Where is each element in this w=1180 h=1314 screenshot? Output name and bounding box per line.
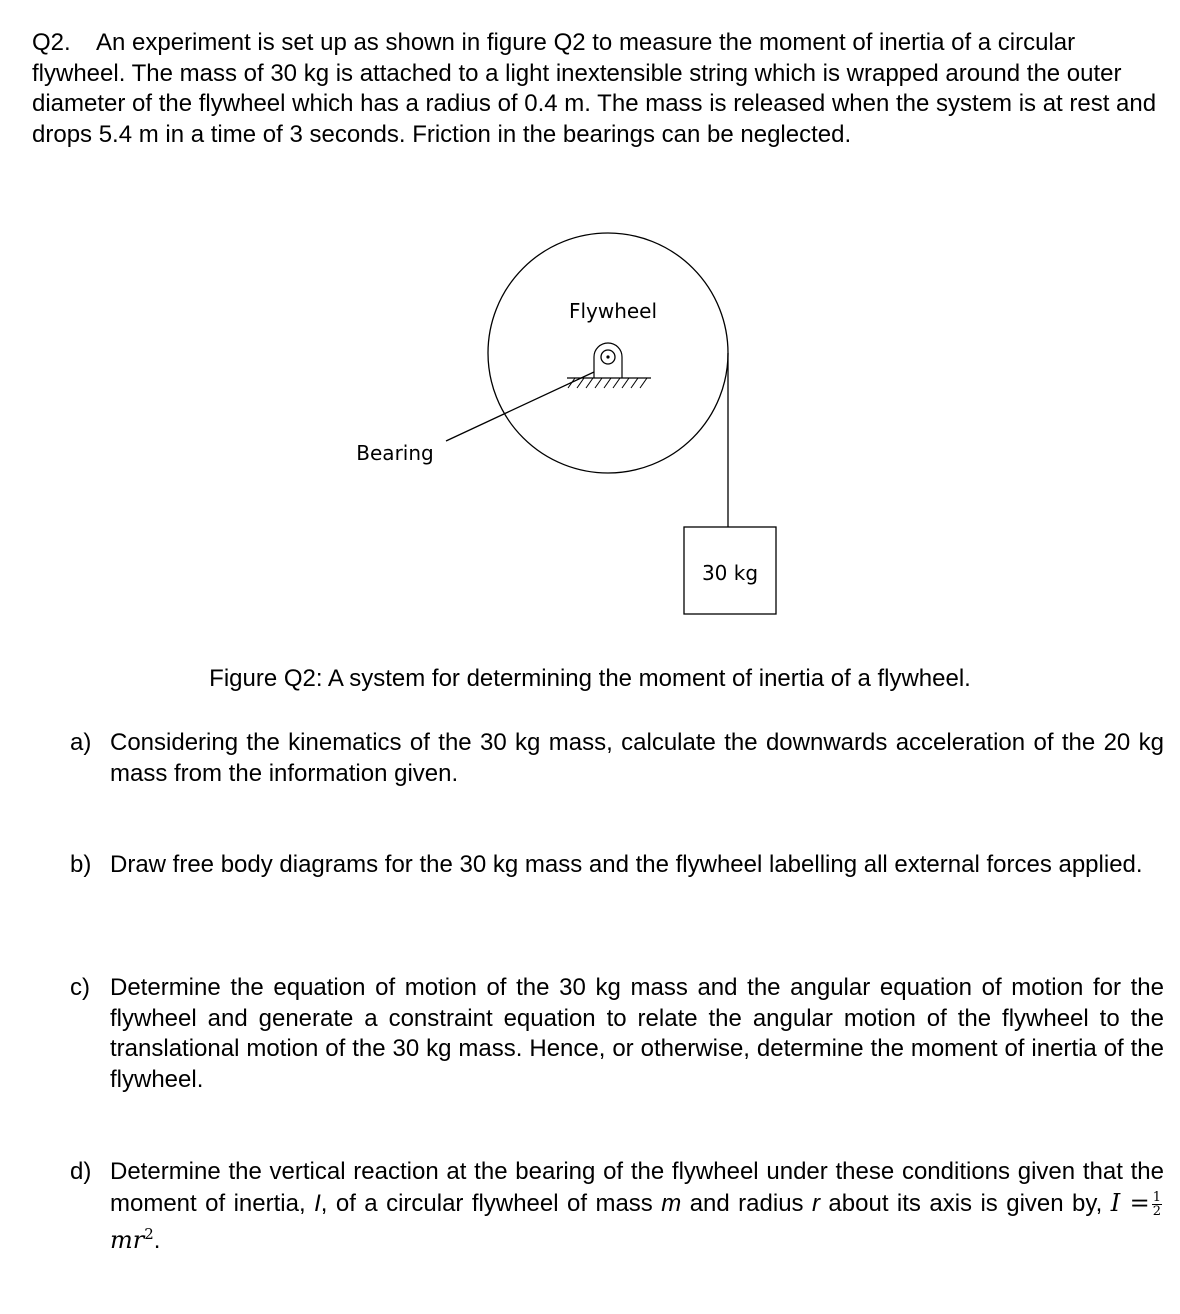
- flywheel-label: Flywheel: [568, 299, 658, 323]
- part-a-letter: a): [70, 729, 92, 756]
- part-d-text: [110, 1157, 1164, 1257]
- var-radius: r: [811, 1189, 820, 1217]
- part-d-text-mid2: and radius: [681, 1189, 812, 1217]
- bearing-label: Bearing: [356, 441, 434, 465]
- part-d-text-mid1: , of a circular flywheel of mass: [320, 1189, 662, 1217]
- formula-lhs: I =: [1110, 1188, 1150, 1217]
- fraction-numerator: 1: [1152, 1189, 1162, 1205]
- part-b-text: Draw free body diagrams for the 30 kg mass and the flywheel labelling all external forces applied.: [110, 851, 1143, 878]
- question-part-c: [70, 973, 1164, 1095]
- formula-fraction: [1152, 1191, 1162, 1218]
- question-part-d: [70, 1157, 1164, 1257]
- part-d-text-before: Determine the vertical reaction at the bearing of the flywheel under these conditions given that the moment of inertia,: [110, 1158, 1164, 1217]
- figure-q2: [0, 0, 1180, 640]
- var-mass: m: [661, 1189, 682, 1217]
- question-number: Q2.: [32, 29, 71, 56]
- mass-label: 30 kg: [701, 561, 759, 585]
- part-a-text: Considering the kinematics of the 30 kg mass, calculate the downwards acceleration of the 20 kg mass from the information given.: [110, 729, 1164, 787]
- question-part-b: [70, 850, 1164, 881]
- var-inertia: I: [314, 1189, 321, 1217]
- fraction-denominator: 2: [1152, 1203, 1162, 1219]
- part-b-letter: b): [70, 851, 92, 878]
- part-d-text-mid3: about its axis is given by,: [819, 1189, 1111, 1217]
- part-c-letter: c): [70, 974, 90, 1001]
- formula-rhs: mr: [110, 1226, 145, 1254]
- bearing-leader-line: [446, 372, 594, 441]
- bearing-hatching: [568, 378, 647, 388]
- part-c-text: Determine the equation of motion of the 30 kg mass and the angular equation of motion for the flywheel and generate a constraint equation to relate the angular motion of the flywheel to the translational motion of the 30 kg mass. Hence, or otherwise, determine the moment of inertia of the flywheel.: [110, 974, 1164, 1093]
- part-d-letter: d): [70, 1158, 92, 1185]
- bearing-symbol: [567, 343, 651, 388]
- figure-caption: Figure Q2: A system for determining the moment of inertia of a flywheel.: [209, 665, 971, 692]
- bearing-pin-centre: [606, 355, 609, 358]
- formula-end: .: [153, 1227, 161, 1254]
- formula-exponent: 2: [144, 1225, 154, 1243]
- question-part-a: [70, 728, 1164, 789]
- question-intro-text: An experiment is set up as shown in figure Q2 to measure the moment of inertia of a circular flywheel. The mass of 30 kg is attached to a light inextensible string which is wrapped around the outer diameter of the flywheel which has a radius of 0.4 m. The mass is released when the system is at rest and drops 5.4 m in a time of 3 seconds. Friction in the bearings can be neglected.: [32, 29, 1157, 148]
